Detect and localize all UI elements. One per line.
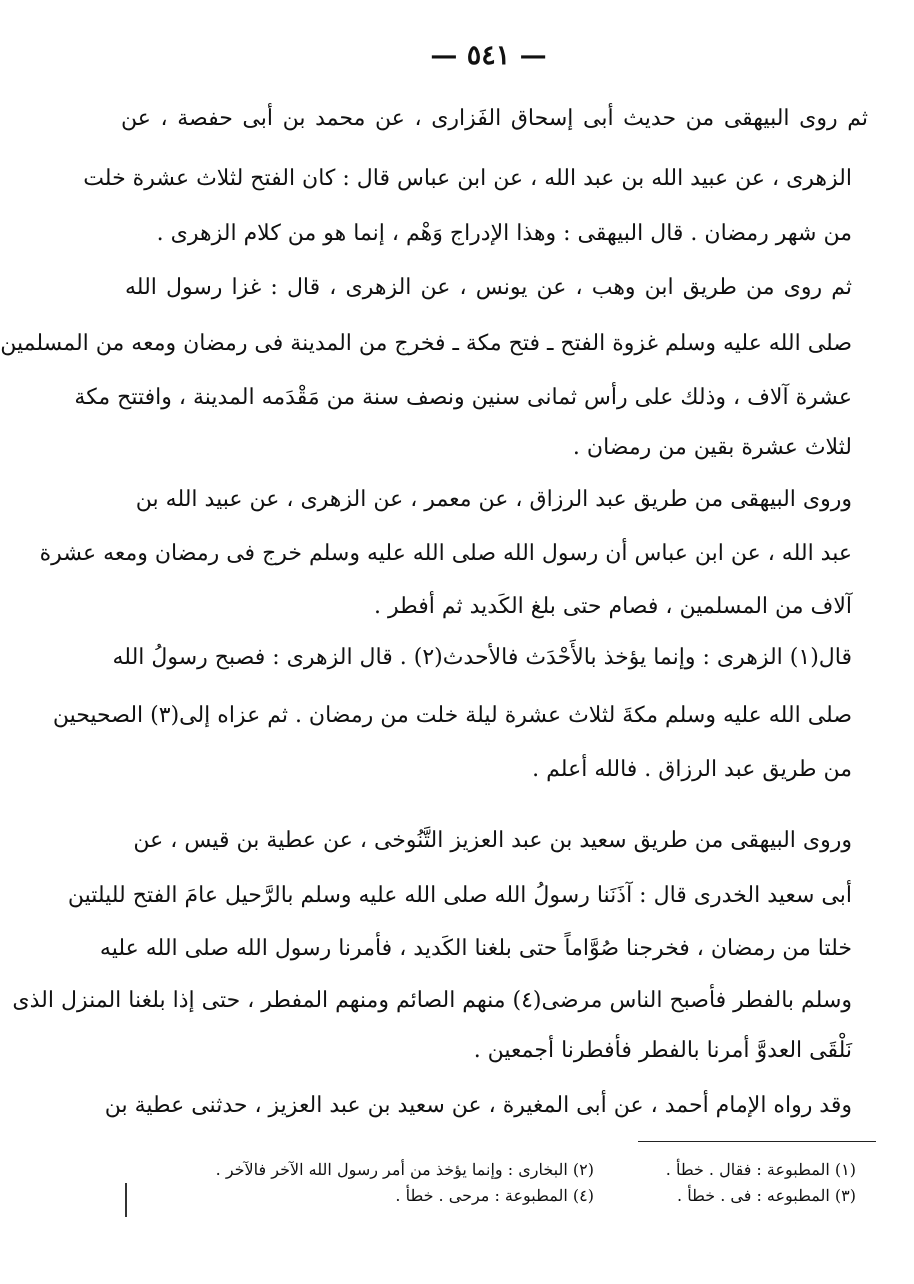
text-line: صلى الله عليه وسلم مكةَ لثلاث عشرة ليلة خلت من رمضان . ثم عزاه إلى(٣) الصحيحين <box>52 703 852 728</box>
text-line: خلتا من رمضان ، فخرجنا صُوَّاماً حتى بلغنا الكَديد ، فأمرنا رسول الله صلى الله عليه <box>99 936 852 961</box>
text-line: ثم روى البيهقى من حديث أبى إسحاق الفَزارى ، عن محمد بن أبى حفصة ، عن <box>121 106 868 131</box>
page-edge-mark <box>125 1183 127 1217</box>
text-line: أبى سعيد الخدرى قال : آذَنَنا رسولُ الله صلى الله عليه وسلم بالرَّحيل عامَ الفتح لليلتين <box>67 883 852 908</box>
text-line: قال(١) الزهرى : وإنما يؤخذ بالأَحْدَث فالأحدث(٢) . قال الزهرى : فصبح رسولُ الله <box>112 645 852 670</box>
footnote-4: (٤) المطبوعة : مرحى . خطأ . <box>395 1186 594 1205</box>
text-line: وروى البيهقى من طريق سعيد بن عبد العزيز التَّنُوخى ، عن عطية بن قيس ، عن <box>133 828 852 853</box>
footnote-divider <box>638 1141 876 1142</box>
footnote-3: (٣) المطبوعه : فى . خطأ . <box>677 1186 856 1205</box>
text-line: الزهرى ، عن عبيد الله بن عبد الله ، عن ابن عباس قال : كان الفتح لثلاث عشرة خلت <box>83 166 852 191</box>
footnote-1: (١) المطبوعة : فقال . خطأ . <box>665 1160 856 1179</box>
text-line: لثلاث عشرة بقين من رمضان . <box>572 435 852 460</box>
text-line: عشرة آلاف ، وذلك على رأس ثمانى سنين ونصف سنة من مَقْدَمه المدينة ، وافتتح مكة <box>74 385 852 410</box>
text-line: من شهر رمضان . قال البيهقى : وهذا الإدراج وَهْم ، إنما هو من كلام الزهرى . <box>156 221 852 246</box>
text-line: وروى البيهقى من طريق عبد الرزاق ، عن معمر ، عن الزهرى ، عن عبيد الله بن <box>135 487 852 512</box>
text-line: من طريق عبد الرزاق . فالله أعلم . <box>532 757 852 782</box>
text-line: نَلْقَى العدوَّ أمرنا بالفطر فأفطرنا أجمعين . <box>473 1038 852 1063</box>
page-number: — ٥٤١ — <box>430 40 547 71</box>
text-line: عبد الله ، عن ابن عباس أن رسول الله صلى الله عليه وسلم خرج فى رمضان ومعه عشرة <box>39 541 852 566</box>
text-line: آلاف من المسلمين ، فصام حتى بلغ الكَديد ثم أفطر . <box>374 594 852 619</box>
footnote-2: (٢) البخارى : وإنما يؤخذ من أمر رسول الله الآخر فالآخر . <box>215 1160 594 1179</box>
text-line: ثم روى من طريق ابن وهب ، عن يونس ، عن الزهرى ، قال : غزا رسول الله <box>125 275 852 300</box>
text-line: وسلم بالفطر فأصبح الناس مرضى(٤) منهم الصائم ومنهم المفطر ، حتى إذا بلغنا المنزل الذى <box>12 988 852 1013</box>
text-line: صلى الله عليه وسلم غزوة الفتح ـ فتح مكة ـ فخرج من المدينة فى رمضان ومعه من المسلمين <box>0 331 852 356</box>
text-line: وقد رواه الإمام أحمد ، عن أبى المغيرة ، عن سعيد بن عبد العزيز ، حدثنى عطية بن <box>104 1093 852 1118</box>
